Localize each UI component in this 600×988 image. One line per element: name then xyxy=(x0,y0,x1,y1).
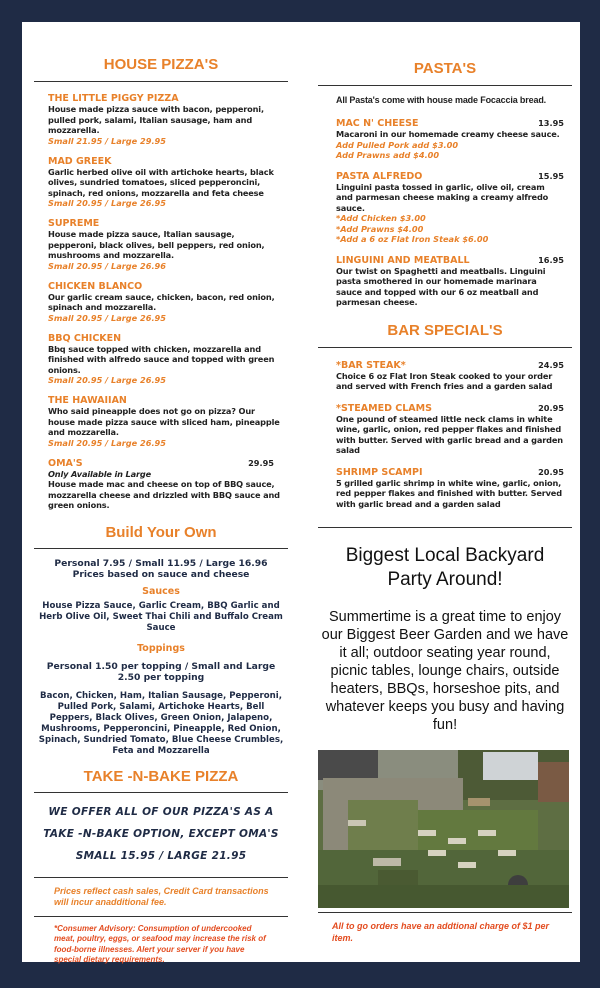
item-name: LINGUINI AND MEATBALL xyxy=(336,254,470,266)
item-price: Small 20.95 / Large 26.95 xyxy=(48,437,166,448)
item-name: MAD GREEK xyxy=(48,155,112,167)
take-n-bake-section xyxy=(34,801,288,867)
item-price: Small 20.95 / Large 26.96 xyxy=(48,260,166,271)
divider xyxy=(34,916,288,917)
item-name: THE LITTLE PIGGY PIZZA xyxy=(48,93,179,104)
divider xyxy=(34,81,288,82)
take-n-bake-title: TAKE -N-BAKE PIZZA xyxy=(83,767,239,785)
menu-item xyxy=(336,360,564,392)
item-desc: Macaroni in our homemade creamy cheese sauce. xyxy=(336,129,560,139)
toppings-title: Toppings xyxy=(137,642,185,654)
item-desc: Our garlic cream sauce, chicken, bacon, red onion, spinach and mozzarella. xyxy=(48,291,275,312)
item-desc: House made pizza sauce, Italian sausage, pepperoni, black olives, bell peppers, red onion, mushrooms and mozzarella. xyxy=(48,229,265,260)
divider xyxy=(318,347,572,348)
menu-item-omas xyxy=(48,458,284,511)
item-price: Small 21.95 / Large 29.95 xyxy=(48,135,166,146)
divider xyxy=(34,792,288,793)
item-price: Small 20.95 / Large 26.95 xyxy=(48,375,166,385)
party-title-line2: Party Around! xyxy=(387,569,503,590)
build-your-own-title: Build Your Own xyxy=(105,523,217,541)
item-name: OMA'S xyxy=(48,457,83,469)
item-price: 15.95 xyxy=(538,170,564,181)
item-price: 24.95 xyxy=(538,359,564,370)
item-price: 20.95 xyxy=(538,466,564,477)
item-addon: Add Pulled Pork add $3.00 xyxy=(336,139,459,150)
byo-sizes: Personal 7.95 / Small 11.95 / Large 16.96 xyxy=(54,557,268,569)
bar-specials-title: BAR SPECIAL'S xyxy=(387,321,503,339)
beer-garden-photo xyxy=(318,750,569,908)
byo-sizes-note: Prices based on sauce and cheese xyxy=(72,568,250,580)
take-n-bake-line: TAKE -N-BAKE OPTION, EXCEPT OMA'S xyxy=(43,827,279,840)
item-name: MAC N' CHEESE xyxy=(336,118,419,129)
right-column xyxy=(318,60,572,944)
menu-item xyxy=(48,395,284,449)
pastas-title: PASTA'S xyxy=(413,60,477,77)
party-description: Summertime is a great time to enjoy our Biggest Beer Garden and we have it all; outdoor seating year round, picnic tables, lounge chairs, outside heaters, BBQs, horseshoe pits, and whatever keeps you busy and having fun! xyxy=(321,609,569,733)
item-price: Small 20.95 / Large 26.95 xyxy=(48,312,166,323)
item-price: 16.95 xyxy=(538,254,564,265)
menu-item xyxy=(336,171,564,245)
take-n-bake-line: WE OFFER ALL OF OUR PIZZA'S AS A xyxy=(48,805,274,818)
beer-garden-image xyxy=(318,750,569,908)
consumer-advisory: *Consumer Advisory: Consumption of undercooked meat, poultry, eggs, or seafood may increase the risk of food-borne illnesses. Alert your server if you have special dietary requirements. xyxy=(54,923,266,964)
item-name: SUPREME xyxy=(48,218,100,229)
item-addon: *Add Chicken $3.00 xyxy=(336,213,426,223)
menu-item xyxy=(336,467,564,510)
item-name: *BAR STEAK* xyxy=(336,359,406,371)
item-name: THE HAWAIIAN xyxy=(48,395,127,406)
sauces-list: House Pizza Sauce, Garlic Cream, BBQ Garlic and Herb Olive Oil, Sweet Thai Chili and Buffalo Cream Sauce xyxy=(39,600,283,633)
item-desc: Bbq sauce topped with chicken, mozzarella and finished with alfredo sauce and topped with green onions. xyxy=(48,343,275,375)
menu-item xyxy=(336,255,564,308)
item-addon: *Add a 6 oz Flat Iron Steak $6.00 xyxy=(336,234,489,244)
take-n-bake-line: SMALL 15.95 / LARGE 21.95 xyxy=(75,849,247,862)
item-desc: Our twist on Spaghetti and meatballs. Linguini pasta smothered in our homemade marinara sauce and topped with our 6 oz meatball and parmesan cheese. xyxy=(336,265,546,307)
bar-specials-list xyxy=(318,360,572,510)
divider xyxy=(318,527,572,528)
item-addon: *Add Prawns $4.00 xyxy=(336,223,424,234)
menu-item xyxy=(48,333,284,387)
divider xyxy=(318,912,572,913)
item-price: 13.95 xyxy=(538,118,564,128)
item-desc: House made mac and cheese on top of BBQ sauce, mozzarella cheese and drizzled with BBQ sauce and green onions. xyxy=(48,479,280,510)
cash-note: Prices reflect cash sales, Credit Card transactions will incur anadditional fee. xyxy=(54,885,269,907)
item-desc: Garlic herbed olive oil with artichoke hearts, black olives, sundried tomatoes, sliced pepperoncini, spinach, red onions, mozzarella and feta cheese xyxy=(48,166,274,198)
party-title: Biggest Local Backyard xyxy=(345,545,545,566)
item-name: *STEAMED CLAMS xyxy=(336,402,432,414)
item-desc: 5 grilled garlic shrimp in white wine, garlic, onion, red pepper flakes and finished with butter. Served with garlic bread and a garden salad xyxy=(336,477,562,509)
toppings-price-2: 2.50 per topping xyxy=(117,671,205,683)
house-pizzas-title: HOUSE PIZZA'S xyxy=(103,56,219,73)
item-desc: Choice 6 oz Flat Iron Steak cooked to your order and served with French fries and a garden salad xyxy=(336,370,553,391)
item-name: CHICKEN BLANCO xyxy=(48,280,143,292)
build-your-own-section xyxy=(34,558,288,757)
item-desc: Who said pineapple does not go on pizza? Our house made pizza sauce with sliced ham, pineapple and mozzarella. xyxy=(48,406,280,437)
menu-page xyxy=(22,22,580,962)
menu-item xyxy=(48,218,284,272)
pizza-list xyxy=(34,93,288,511)
divider xyxy=(34,877,288,878)
menu-item xyxy=(336,118,564,161)
item-price: Small 20.95 / Large 26.95 xyxy=(48,198,166,208)
left-column xyxy=(34,56,288,966)
divider xyxy=(318,85,572,86)
item-price: 20.95 xyxy=(538,402,564,413)
item-price: 29.95 xyxy=(248,457,274,468)
pastas-intro: All Pasta's come with house made Focaccia bread. xyxy=(336,95,547,105)
item-name: PASTA ALFREDO xyxy=(336,170,423,182)
item-name: SHRIMP SCAMPI xyxy=(336,466,423,478)
toppings-list: Bacon, Chicken, Ham, Italian Sausage, Pepperoni, Pulled Pork, Salami, Artichoke Hearts, Bell Peppers, Black Olives, Green Onion, Jalapeno, Mushrooms, Pepperoncini, Pineapple, Red Onion, Spinach, Sundried Tomato, Blue Cheese Crumbles, Feta and Mozzarella xyxy=(38,690,284,756)
divider xyxy=(34,548,288,549)
item-desc: One pound of steamed little neck clams in white wine, garlic, onion, red pepper flakes and finished with butter. Served with garlic bread and a garden salad xyxy=(336,413,563,455)
sauces-title: Sauces xyxy=(142,585,180,597)
to-go-note: All to go orders have an addtional charge of $1 per item. xyxy=(332,921,550,943)
toppings-price: Personal 1.50 per topping / Small and Large xyxy=(46,660,276,672)
menu-item xyxy=(48,281,284,324)
item-desc: House made pizza sauce with bacon, pepperoni, pulled pork, salami, Italian sausage, ham and mozzarella. xyxy=(48,104,264,135)
item-note: Only Available in Large xyxy=(48,468,151,479)
item-desc: Linguini pasta tossed in garlic, olive oil, cream and parmesan cheese making a creamy alfredo sauce. xyxy=(336,181,549,213)
item-name: BBQ CHICKEN xyxy=(48,332,122,344)
menu-item xyxy=(336,403,564,456)
party-section xyxy=(318,544,572,734)
menu-item xyxy=(48,93,284,147)
pasta-list xyxy=(318,94,572,308)
menu-item xyxy=(48,156,284,210)
item-addon: Add Prawns add $4.00 xyxy=(336,150,440,160)
